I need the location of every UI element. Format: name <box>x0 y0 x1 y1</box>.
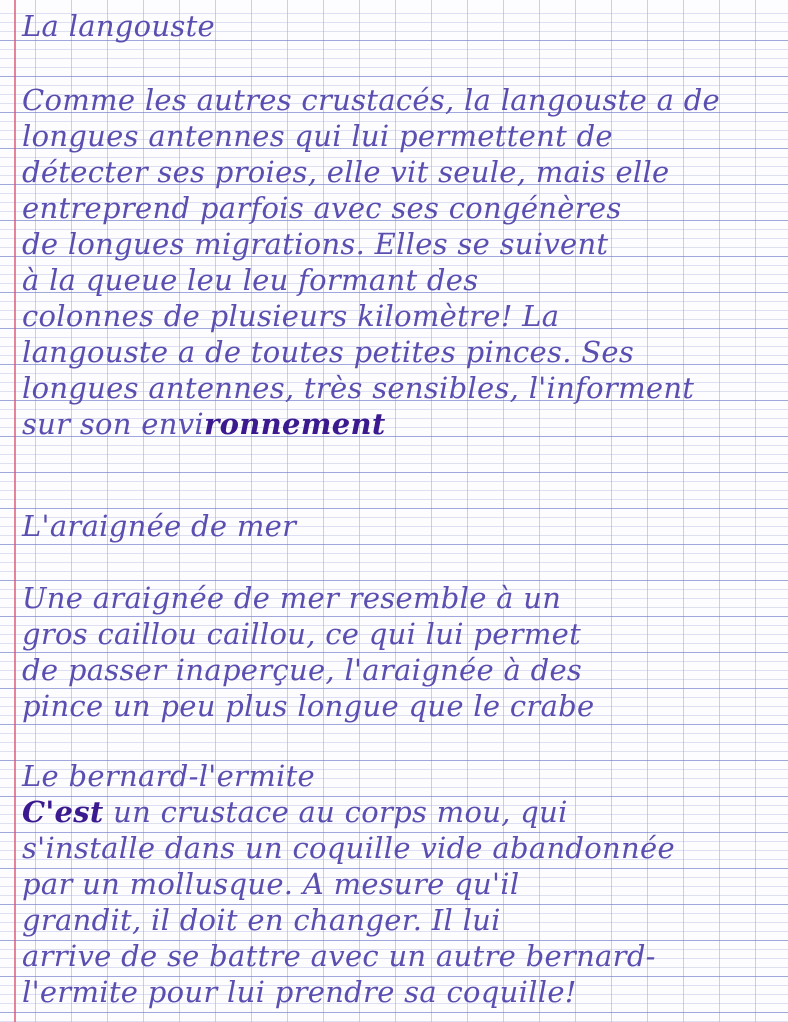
text-line: s'installe dans un coquille vide abandonnée <box>22 831 675 865</box>
text-line: arrive de se battre avec un autre bernard- <box>22 939 656 973</box>
text-line: grandit, il doit en changer. Il lui <box>22 903 501 937</box>
text-line: l'ermite pour lui prendre sa coquille! <box>22 975 577 1009</box>
text-line: de passer inaperçue, l'araignée à des <box>22 653 583 687</box>
section-title-bernard: Le bernard-l'ermite <box>22 759 315 793</box>
text-line: longues antennes qui lui permettent de <box>22 119 613 153</box>
text-line: Comme les autres crustacés, la langouste a de <box>22 83 721 117</box>
handwritten-page <box>22 0 780 1022</box>
text-line: Une araignée de mer resemble à un <box>22 581 562 615</box>
margin-line <box>14 0 16 1022</box>
text-line <box>22 406 386 442</box>
text-fragment: sur son envi <box>22 407 204 441</box>
text-line: de longues migrations. Elles se suivent <box>22 227 609 261</box>
text-line: entreprend parfois avec ses congénères <box>22 191 622 225</box>
emphasized-word: ronnement <box>203 407 386 441</box>
section-title-langouste: La langouste <box>22 9 216 43</box>
text-line: pince un peu plus longue que le crabe <box>22 689 595 723</box>
text-line: par un mollusque. A mesure qu'il <box>22 867 520 901</box>
text-fragment: un crustace au corps mou, qui <box>103 795 568 829</box>
text-line: gros caillou caillou, ce qui lui permet <box>22 617 582 651</box>
text-line: détecter ses proies, elle vit seule, mais elle <box>22 155 670 189</box>
text-line <box>22 794 568 830</box>
text-line: longues antennes, très sensibles, l'informent <box>22 371 695 405</box>
text-line: colonnes de plusieurs kilomètre! La <box>22 299 560 333</box>
section-title-araignee: L'araignée de mer <box>22 509 297 543</box>
emphasized-word: C'est <box>22 795 104 829</box>
text-line: à la queue leu leu formant des <box>22 263 479 297</box>
text-line: langouste a de toutes petites pinces. Ses <box>22 335 635 369</box>
